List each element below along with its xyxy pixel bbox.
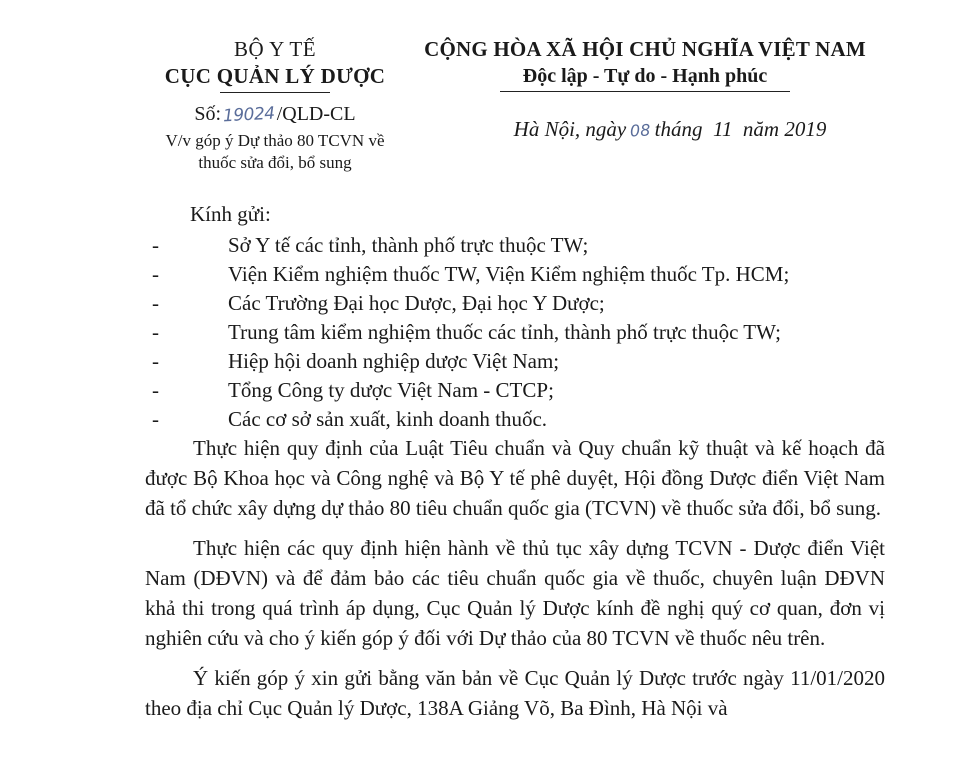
date-day-handwritten: 08 <box>629 120 652 141</box>
date-month: 11 <box>712 117 733 141</box>
recipient-text: Sở Y tế các tỉnh, thành phố trực thuộc TW; <box>228 233 589 257</box>
list-dash: - <box>152 349 159 373</box>
recipient-text: Các Trường Đại học Dược, Đại học Y Dược; <box>228 291 605 315</box>
dateline <box>470 116 870 144</box>
recipient-text: Hiệp hội doanh nghiệp dược Việt Nam; <box>228 349 560 373</box>
date-year: năm 2019 <box>742 117 827 141</box>
date-prefix: Hà Nội, ngày <box>513 117 627 141</box>
list-dash: - <box>152 233 159 257</box>
list-dash: - <box>152 378 159 402</box>
recipient-list <box>152 231 910 434</box>
motto-underline <box>500 91 790 92</box>
list-dash: - <box>152 407 159 431</box>
doc-number-suffix: /QLD-CL <box>276 103 356 125</box>
recipients-heading: Kính gửi: <box>190 202 271 226</box>
header-right <box>420 36 870 144</box>
recipient-item <box>152 376 910 405</box>
body-paragraph: Thực hiện các quy định hiện hành về thủ tục xây dựng TCVN - Dược điển Việt Nam (DĐVN) và để đảm bảo các tiêu chuẩn quốc gia về thuốc, chuyên luận DĐVN khả thi trong quá trình áp dụng, Cục Quản lý Dược kính đề nghị quý cơ quan, đơn vị nghiên cứu và cho ý kiến góp ý đối với Dự thảo của 80 TCVN về thuốc nêu trên. <box>145 536 885 650</box>
letter-body <box>145 433 885 733</box>
recipient-item <box>152 347 910 376</box>
doc-number-prefix: Số: <box>194 103 222 125</box>
list-dash: - <box>152 291 159 315</box>
subject-line-2: thuốc sửa đổi, bổ sung <box>198 153 352 172</box>
list-dash: - <box>152 262 159 286</box>
recipient-item <box>152 260 910 289</box>
recipient-text: Trung tâm kiểm nghiệm thuốc các tỉnh, thành phố trực thuộc TW; <box>228 320 782 344</box>
list-dash: - <box>152 320 159 344</box>
recipient-item <box>152 289 910 318</box>
department-underline <box>220 92 330 93</box>
body-paragraph: Ý kiến góp ý xin gửi bằng văn bản về Cục Quản lý Dược trước ngày 11/01/2020 theo địa chỉ Cục Quản lý Dược, 138A Giảng Võ, Ba Đình, Hà Nội và <box>145 666 885 720</box>
national-motto: Độc lập - Tự do - Hạnh phúc <box>522 65 768 87</box>
recipient-item <box>152 405 910 434</box>
body-paragraph: Thực hiện quy định của Luật Tiêu chuẩn và Quy chuẩn kỹ thuật và kế hoạch đã được Bộ Khoa học và Công nghệ và Bộ Y tế phê duyệt, Hội đồng Dược điển Việt Nam đã tổ chức xây dựng dự thảo 80 tiêu chuẩn quốc gia (TCVN) về thuốc sửa đổi, bổ sung. <box>145 436 885 520</box>
recipient-item <box>152 318 910 347</box>
recipients-block <box>152 200 910 434</box>
recipient-text: Viện Kiểm nghiệm thuốc TW, Viện Kiểm nghiệm thuốc Tp. HCM; <box>228 262 790 286</box>
subject-line-1: V/v góp ý Dự thảo 80 TCVN về <box>165 131 385 150</box>
recipient-item <box>152 231 910 260</box>
header-left <box>130 36 420 174</box>
nation-title: CỘNG HÒA XÃ HỘI CHỦ NGHĨA VIỆT NAM <box>424 37 866 61</box>
date-month-text: tháng <box>654 117 703 141</box>
document-number <box>130 101 420 128</box>
doc-number-handwritten: 19024 <box>222 103 276 127</box>
ministry-name: BỘ Y TẾ <box>233 37 317 61</box>
recipient-text: Các cơ sở sản xuất, kinh doanh thuốc. <box>228 407 548 431</box>
department-name: CỤC QUẢN LÝ DƯỢC <box>164 64 386 88</box>
recipient-text: Tổng Công ty dược Việt Nam - CTCP; <box>228 378 554 402</box>
